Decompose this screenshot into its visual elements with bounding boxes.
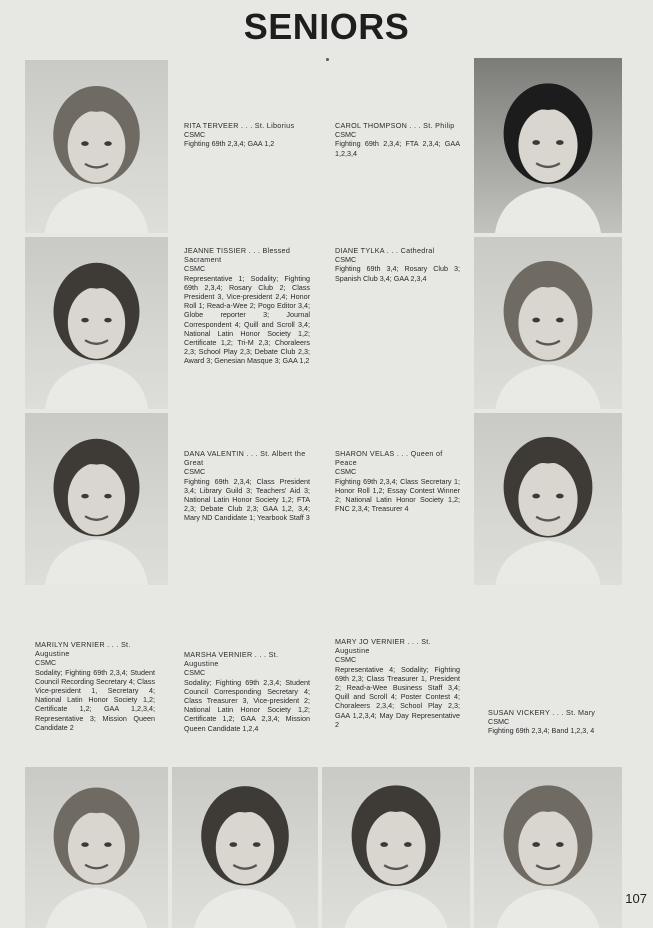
shoulders-shape [343,889,450,928]
eye-shape [104,318,111,323]
student-name: DIANE TYLKA . . . Cathedral [335,246,435,255]
bio-line: Representative 1; Sodality; Fighting 69th 2,3,4; Rosary Club 2; Class President 3, Vice-president 2,4; Honor Roll 1; Read-a-Wee 2; Pogo Editor 3,4; Globe reporter 3; Journal Correspondent 4; Quill and Scroll 3,4; National Latin Honor Society 1,2; Certificate 1,2; Tri-M 2,3; Choraleers 2,3; School Play 2,3; Debate Club 2,3; Award 3; Genesian Masque 3; GAA 1,2 [184,273,310,366]
shoulders-shape [495,187,602,233]
bio-line: CSMC [184,130,206,140]
shoulders-shape [45,363,148,409]
student-name: CAROL THOMPSON . . . St. Philip [335,121,455,130]
eye-shape [556,318,564,323]
eye-shape [104,842,111,847]
portrait-photo-jeanne-tissier [25,237,168,409]
bio-sharon-velas [335,449,460,513]
bio-line: CSMC [335,467,357,477]
student-name: SHARON VELAS . . . Queen of Peace [335,449,443,468]
shoulders-shape [192,888,297,928]
portrait-illustration [322,767,470,928]
bio-diane-tylka [335,246,460,283]
student-name: MARSHA VERNIER . . . St. Augustine [184,650,279,669]
shoulders-shape [45,888,148,928]
eye-shape [81,494,88,499]
eye-shape [532,494,540,499]
bio-susan-vickery [488,708,614,736]
face-shape [68,287,125,359]
portrait-photo-dana-valentin [25,413,168,585]
bio-marsha-vernier [184,650,310,733]
student-name: MARILYN VERNIER . . . St. Augustine [35,640,131,659]
bio-line: CSMC [184,467,206,477]
bio-line: CSMC [335,130,357,140]
portrait-photo-carol-thompson [474,58,622,233]
shoulders-shape [495,889,602,928]
portrait-illustration [474,58,622,233]
bio-rita-terveer [184,121,310,149]
bio-line: Sodality; Fighting 69th 2,3,4; Student Council Recording Secretary 4; Class Vice-president 1, Secretary 4; National Latin Honor Society 1,2; Certificate 1,2; GAA 1,2,3,4; Representative 3; Mission Queen Candidate 2 [35,667,155,732]
portrait-photo-diane-tylka [474,237,622,409]
portrait-illustration [25,60,168,233]
eye-shape [81,318,88,323]
portrait-photo-mary-jo-vernier [322,767,470,928]
portrait-illustration [474,237,622,409]
face-shape [518,286,577,360]
eye-shape [104,494,111,499]
bio-line: CSMC [184,668,206,678]
printer-mark [326,58,329,61]
shoulders-shape [495,540,602,585]
face-shape [366,811,425,885]
portrait-illustration [474,767,622,928]
bio-jeanne-tissier [184,246,310,366]
eye-shape [104,141,111,146]
bio-line: Sodality; Fighting 69th 2,3,4; Student Council Corresponding Secretary 4; Class Treasurer 3, Vice-president 2; National Latin Honor Society 1,2; Certificate 1,2; GAA 2,3,4; Mission Queen Candidate 1,2,4 [184,677,310,733]
bio-carol-thompson [335,121,460,158]
eye-shape [556,842,564,847]
face-shape [68,463,125,535]
shoulders-shape [495,364,602,409]
shoulders-shape [45,187,149,233]
bio-dana-valentin [184,449,310,523]
bio-line: CSMC [335,655,357,665]
portrait-illustration [474,413,622,585]
bio-line: CSMC [335,255,357,265]
bio-line: Fighting 69th 2,3,4; Class President 3,4; Library Guild 3; Teachers' Aid 3; National Latin Honor Society 1,2; FTA 2,3; Debate Club 2,3; GAA 1,2, 3,4; Mary ND Candidate 1; Yearbook Staff 3 [184,476,310,523]
bio-line: CSMC [488,717,510,727]
eye-shape [404,842,412,847]
bio-line: Representative 4; Sodality; Fighting 69th 2,3; Class Treasurer 1, President 2; Read-a-Wee Business Staff 3,4; Quill and Scroll 4; Poster Contest 4; Choraleers 2,3,4; School Play 2,3; GAA 1,2,3,4; May Day Representative 2 [335,664,460,729]
bio-marilyn-vernier [35,640,155,732]
bio-line: Fighting 69th 3,4; Rosary Club 3; Spanish Club 3,4; GAA 2,3,4 [335,264,460,283]
bio-line: Fighting 69th 2,3,4; FTA 2,3,4; GAA 1,2,3,4 [335,139,460,158]
bio-line: Fighting 69th 2,3,4; GAA 1,2 [184,139,275,149]
bio-line: Fighting 69th 2,3,4; Band 1,2,3, 4 [488,726,595,736]
portrait-illustration [25,767,168,928]
face-shape [68,812,125,884]
portrait-photo-rita-terveer [25,60,168,233]
bio-line: CSMC [35,658,57,668]
eye-shape [556,494,564,499]
eye-shape [532,842,540,847]
portrait-illustration [172,767,318,928]
eye-shape [253,842,261,847]
portrait-photo-susan-vickery [474,767,622,928]
portrait-photo-marsha-vernier [172,767,318,928]
eye-shape [81,141,88,146]
student-name: DANA VALENTIN . . . St. Albert the Great [184,449,306,468]
eye-shape [81,842,88,847]
face-shape [68,110,126,182]
student-name: SUSAN VICKERY . . . St. Mary [488,708,596,717]
face-shape [518,462,577,536]
bio-line: CSMC [184,264,206,274]
face-shape [518,811,577,885]
portrait-photo-sharon-velas [474,413,622,585]
eye-shape [532,318,540,323]
eye-shape [230,842,238,847]
student-name: RITA TERVEER . . . St. Liborius [184,121,295,130]
student-name: MARY JO VERNIER . . . St. Augustine [335,637,431,656]
eye-shape [556,140,564,145]
page-title: SENIORS [243,6,410,47]
face-shape [518,109,577,183]
portrait-illustration [25,413,168,585]
face-shape [216,811,274,884]
eye-shape [532,140,540,145]
student-name: JEANNE TISSIER . . . Blessed Sacrament [184,246,291,265]
portrait-illustration [25,237,168,409]
bio-line: Fighting 69th 2,3,4; Class Secretary 1; Honor Roll 1,2; Essay Contest Winner 2; National Latin Honor Society 1,2; FNC 2,3,4; Treasurer 4 [335,476,460,514]
page-number: 107 [625,891,647,906]
eye-shape [380,842,388,847]
bio-mary-jo-vernier [335,637,460,729]
portrait-photo-marilyn-vernier [25,767,168,928]
shoulders-shape [45,539,148,585]
